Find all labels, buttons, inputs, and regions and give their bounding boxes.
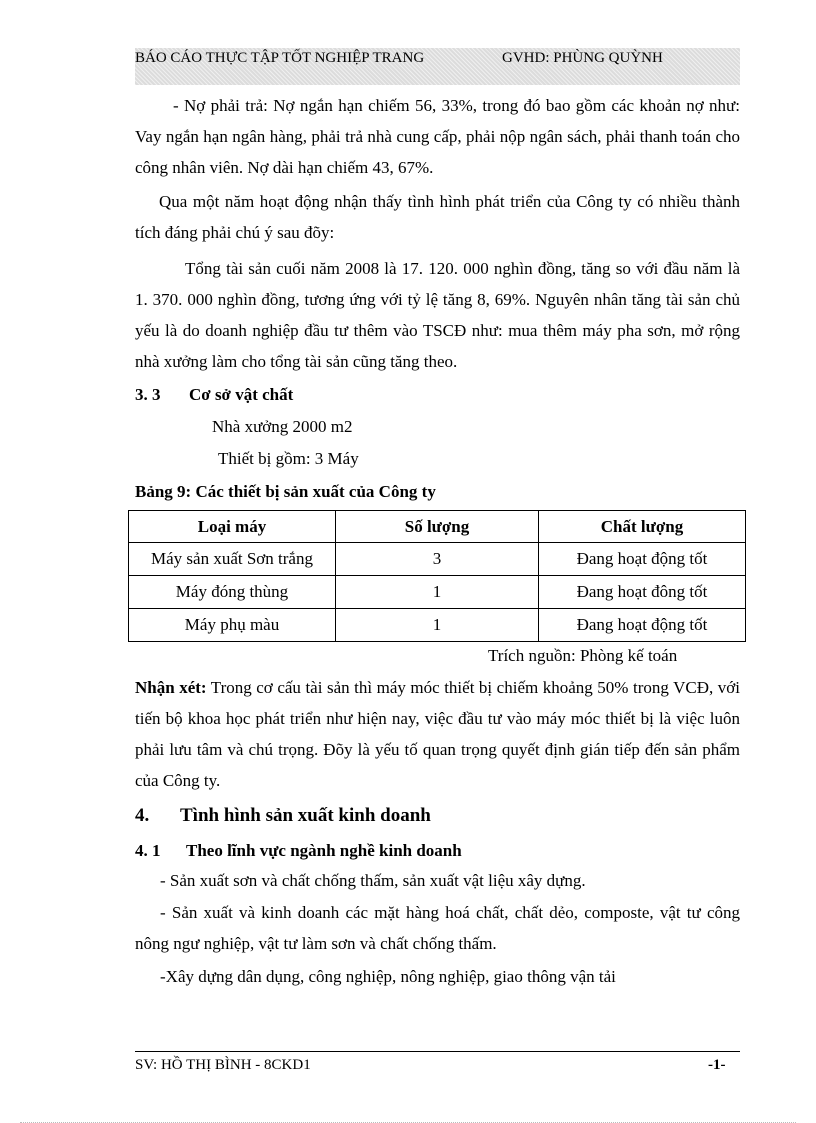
factory-area-line: Nhà xưởng 2000 m2	[212, 417, 353, 436]
remark-text: Trong cơ cấu tài sản thì máy móc thiết bị chiếm khoảng 50% trong VCĐ, với tiến bộ khoa học phát triển như hiện nay, việc đầu tư vào máy móc thiết bị là việc luôn phải lưu tâm và chú trọng. Đõy là yếu tố quan trọng quyết định gián tiếp đến sản phẩm của Công ty.	[135, 678, 740, 790]
cell-machine-type: Máy sản xuất Sơn trắng	[129, 543, 336, 576]
page-number: -1-	[708, 1057, 726, 1073]
business-line-2: - Sản xuất và kinh doanh các mặt hàng hoá chất, chất dẻo, composte, vật tư công nông ngư nghiệp, vật tư làm sơn và chất chống thấm.	[135, 903, 740, 953]
table-header-row	[129, 511, 746, 543]
cell-quality: Đang hoạt động tốt	[539, 609, 746, 642]
section-4-number: 4.	[135, 805, 150, 826]
section-3-3-number: 3. 3	[135, 385, 161, 404]
equipment-count-line: Thiết bị gồm: 3 Máy	[218, 449, 359, 468]
paragraph-total-assets: Tổng tài sản cuối năm 2008 là 17. 120. 000 nghìn đồng, tăng so với đầu năm là 1. 370. 000 nghìn đồng, tương ứng với tỷ lệ tăng 8, 69%. Nguyên nhân tăng tài sản chủ yếu là do doanh nghiệp đầu tư thêm vào TSCĐ như: mua thêm máy pha sơn, mở rộng nhà xưởng làm cho tổng tài sản cũng tăng theo.	[135, 259, 740, 371]
cell-quality: Đang hoạt đông tốt	[539, 576, 746, 609]
header-report-title: BÁO CÁO THỰC TẬP TỐT NGHIỆP TRANG	[135, 50, 425, 66]
cell-machine-type: Máy đóng thùng	[129, 576, 336, 609]
header-quantity: Số lượng	[336, 511, 539, 543]
business-line-1: - Sản xuất sơn và chất chống thấm, sản xuất vật liệu xây dựng.	[160, 871, 586, 890]
section-3-3-title: Cơ sở vật chất	[189, 385, 294, 404]
paragraph-remark	[135, 672, 740, 796]
table-row	[129, 543, 746, 576]
table-row	[129, 576, 746, 609]
business-line-3: -Xây dựng dân dụng, công nghiệp, nông nghiệp, giao thông vận tải	[160, 967, 616, 986]
table-caption: Bảng 9: Các thiết bị sản xuất của Công ty	[135, 482, 436, 501]
header-quality: Chất lượng	[539, 511, 746, 543]
page-header	[135, 48, 740, 85]
section-4-1-title: Theo lĩnh vực ngành nghề kinh doanh	[186, 841, 462, 860]
cell-machine-type: Máy phụ màu	[129, 609, 336, 642]
footer-student: SV: HỒ THỊ BÌNH - 8CKD1	[135, 1057, 311, 1073]
section-4-1-number: 4. 1	[135, 841, 161, 860]
cell-quantity: 3	[336, 543, 539, 576]
table-source-note: Trích nguồn: Phòng kế toán	[488, 646, 678, 665]
remark-label: Nhận xét:	[135, 678, 207, 697]
section-4-title: Tình hình sản xuất kinh doanh	[180, 805, 431, 826]
header-supervisor: GVHD: PHÙNG QUỲNH	[502, 50, 663, 66]
equipment-table	[128, 510, 746, 642]
header-machine-type: Loại máy	[129, 511, 336, 543]
paragraph-overview: Qua một năm hoạt động nhận thấy tình hình phát triển của Công ty có nhiều thành tích đáng phải chú ý sau đõy:	[135, 192, 740, 242]
table-row	[129, 609, 746, 642]
paragraph-liabilities: - Nợ phải trả: Nợ ngắn hạn chiếm 56, 33%, trong đó bao gồm các khoản nợ như: Vay ngắn hạn ngân hàng, phải trả nhà cung cấp, phải nộp ngân sách, phải thanh toán cho công nhân viên. Nợ dài hạn chiếm 43, 67%.	[135, 96, 740, 177]
cell-quantity: 1	[336, 609, 539, 642]
cell-quality: Đang hoạt động tốt	[539, 543, 746, 576]
footer-divider	[135, 1051, 740, 1052]
cell-quantity: 1	[336, 576, 539, 609]
